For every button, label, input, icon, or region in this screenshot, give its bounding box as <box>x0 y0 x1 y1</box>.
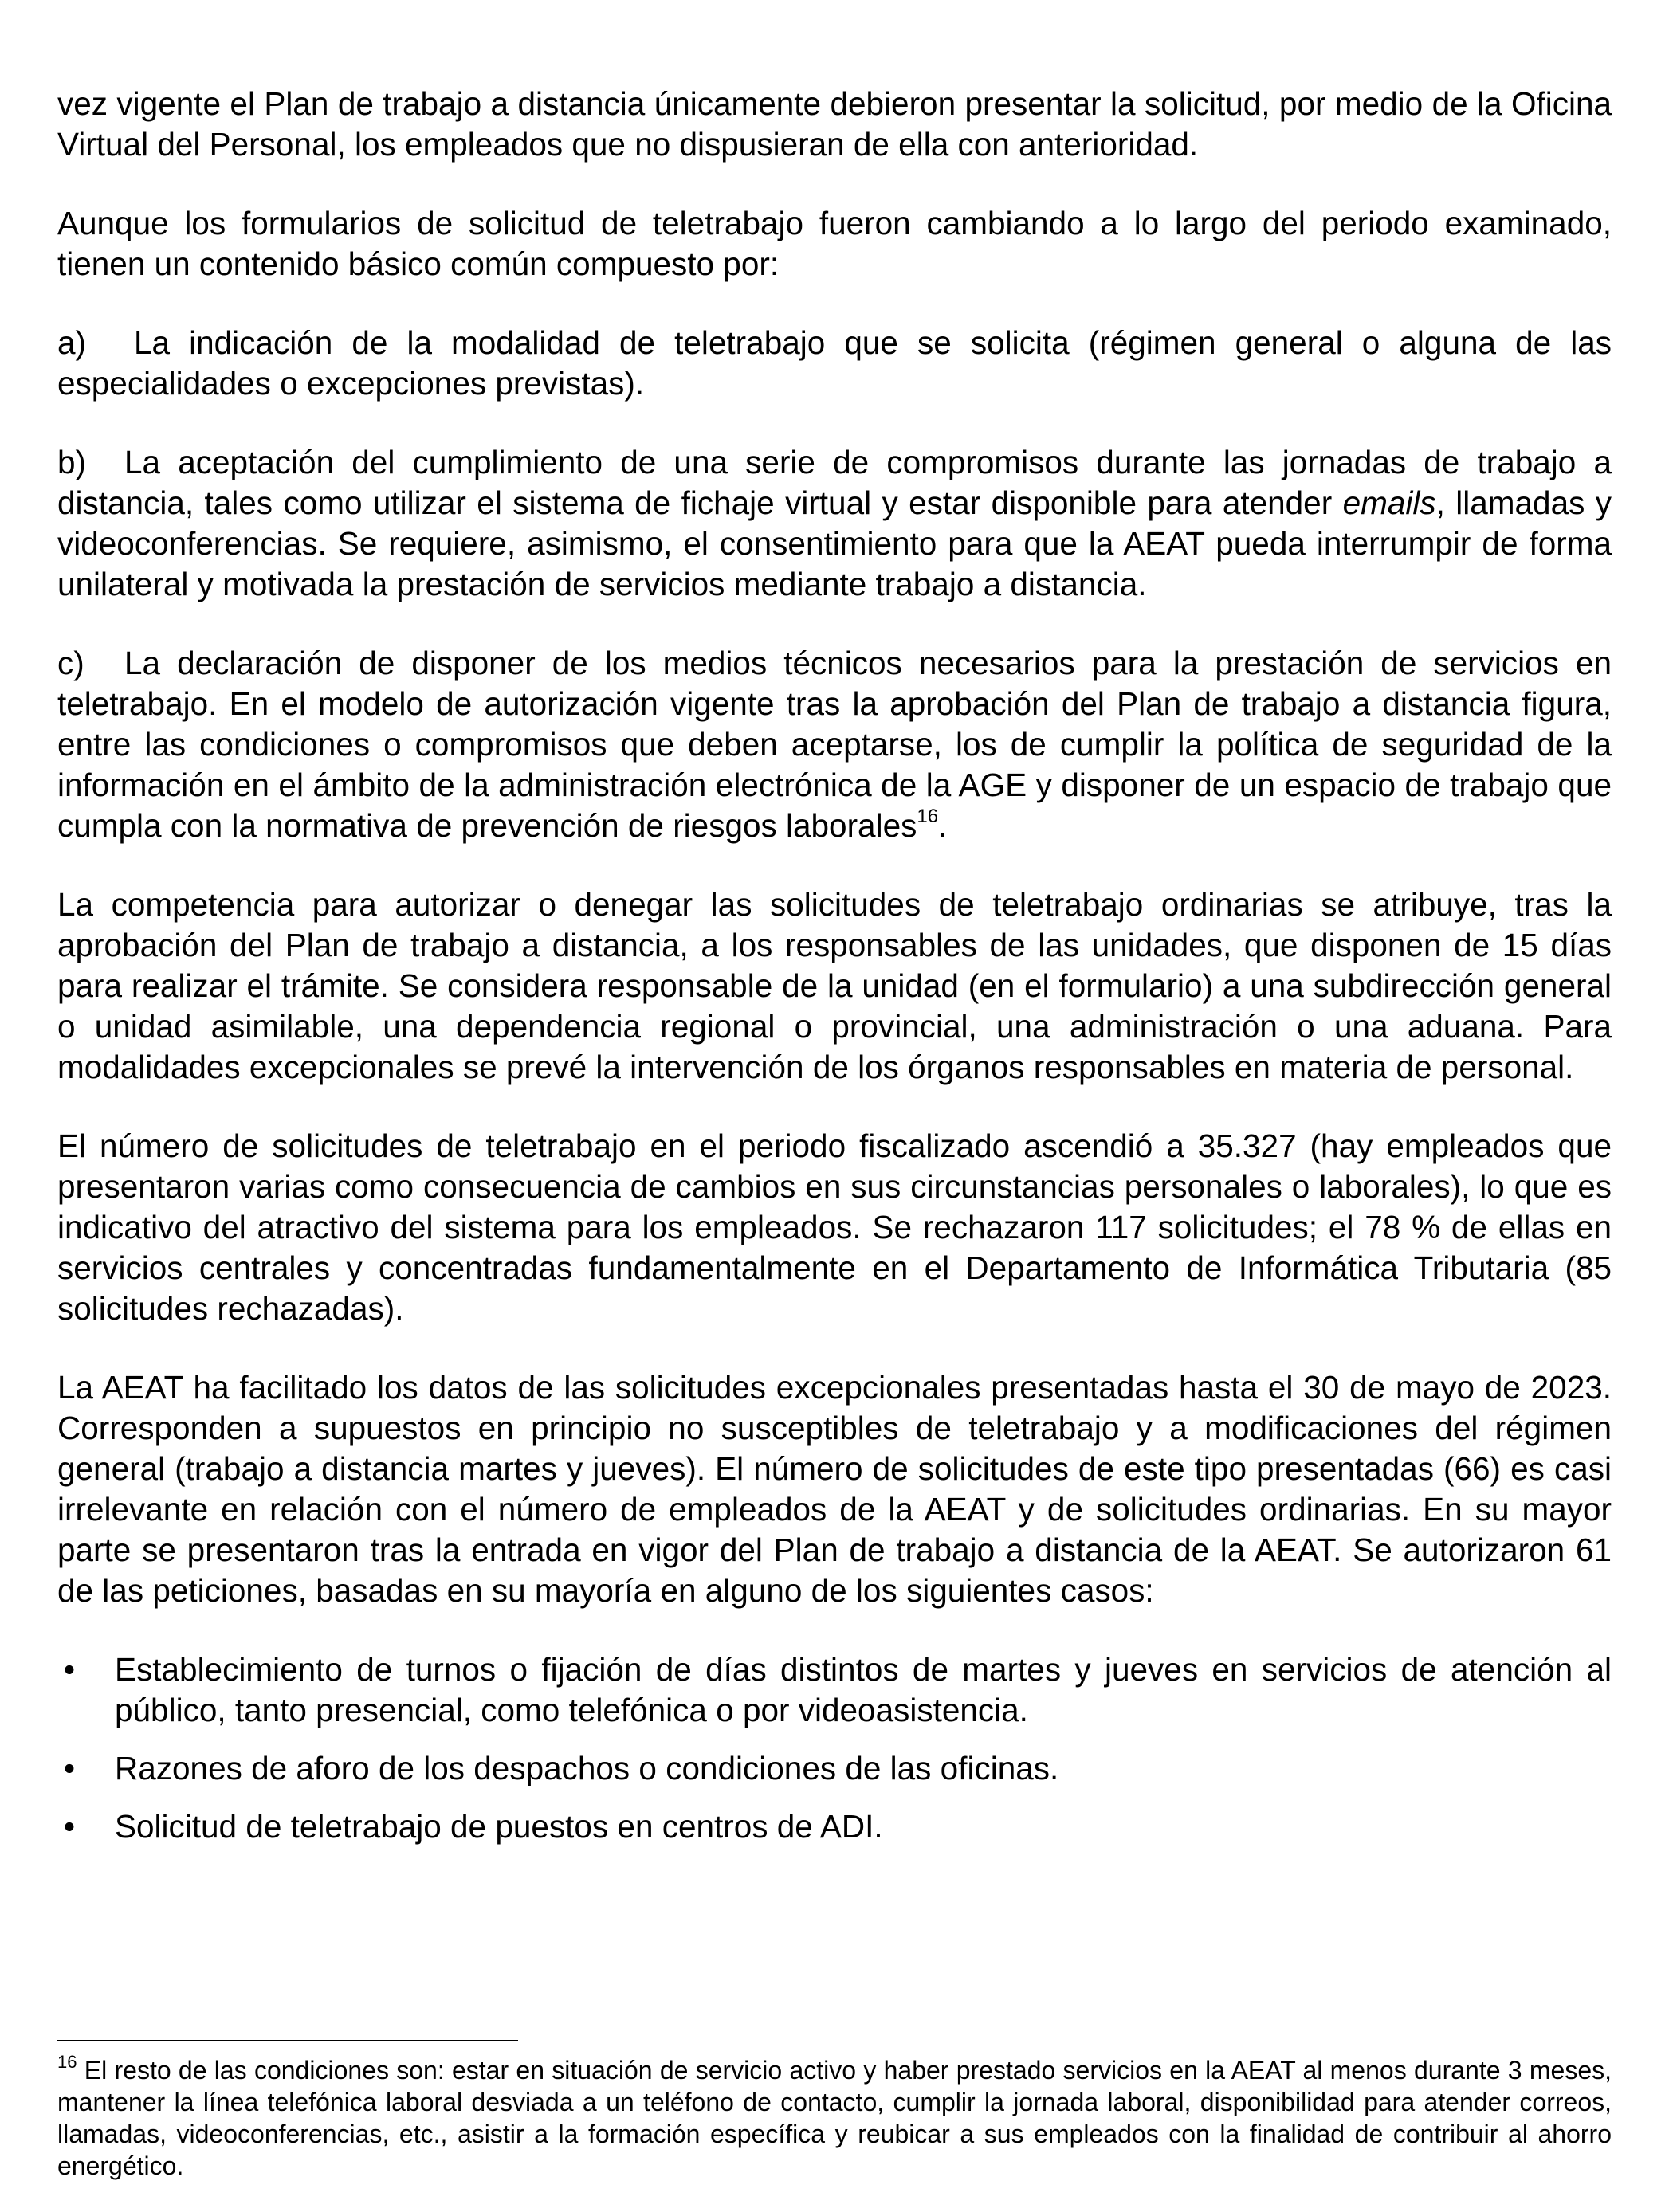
footnote-text: El resto de las condiciones son: estar en situación de servicio activo y haber prestado servicios en la AEAT al menos durante 3 meses, mantener la línea telefónica laboral desviada a un teléfono de contacto, cumplir la jornada laboral, disponibilidad para atender correos, llamadas, videoconferencias, etc., asistir a la formación específica y reubicar a sus empleados con la finalidad de contribuir al ahorro energético. <box>57 2056 1612 2180</box>
list-item-label: a) <box>57 324 87 361</box>
paragraph-competence: La competencia para autorizar o denegar las solicitudes de teletrabajo ordinarias se atribuye, tras la aprobación del Plan de trabajo a distancia, a los responsables de las unidades, que disponen de 15 días para realizar el trámite. Se considera responsable de la unidad (en el formulario) a una subdirección general o unidad asimilable, una dependencia regional o provincial, una administración o una aduana. Para modalidades excepcionales se prevé la intervención de los órganos responsables en materia de personal. <box>57 886 1612 1085</box>
footnote-reference[interactable]: 16 <box>917 806 939 827</box>
list-item-end: . <box>938 807 948 844</box>
bullet-text: Solicitud de teletrabajo de puestos en centros de ADI. <box>115 1808 883 1845</box>
footnote-16 <box>57 2054 1612 2182</box>
list-item-label: c) <box>57 645 84 681</box>
paragraph-intro: vez vigente el Plan de trabajo a distancia únicamente debieron presentar la solicitud, por medio de la Oficina Virtual del Personal, los empleados que no dispusieran de ella con anterioridad. <box>57 85 1612 163</box>
paragraph-form-contents: Aunque los formularios de solicitud de teletrabajo fueron cambiando a lo largo del periodo examinado, tienen un contenido básico común compuesto por: <box>57 205 1612 282</box>
list-item-text: La aceptación del cumplimiento de una serie de compromisos durante las jornadas de trabajo a distancia, tales como utilizar el sistema de fichaje virtual y estar disponible para atender <box>57 444 1612 521</box>
bullet-text: Establecimiento de turnos o fijación de días distintos de martes y jueves en servicios de atención al público, tanto presencial, como telefónica o por videoasistencia. <box>115 1651 1612 1728</box>
bullet-icon: • <box>63 1808 76 1845</box>
list-item-text: La indicación de la modalidad de teletrabajo que se solicita (régimen general o alguna de las especialidades o excepciones previstas). <box>57 324 1612 402</box>
list-item-label: b) <box>57 444 87 480</box>
list-item-c <box>57 643 1612 846</box>
paragraph-exceptional-requests: La AEAT ha facilitado los datos de las solicitudes excepcionales presentadas hasta el 30 de mayo de 2023. Corresponden a supuestos en principio no susceptibles de teletrabajo y a modificaciones del régimen general (trabajo a distancia martes y jueves). El número de solicitudes de este tipo presentadas (66) es casi irrelevante en relación con el número de empleados de la AEAT y de solicitudes ordinarias. En su mayor parte se presentaron tras la entrada en vigor del Plan de trabajo a distancia de la AEAT. Se autorizaron 61 de las peticiones, basadas en su mayoría en alguno de los siguientes casos: <box>57 1369 1612 1609</box>
bullet-item-shifts <box>57 1649 1612 1731</box>
bullet-list <box>57 1649 1612 1847</box>
list-item-text-cont: , llamadas y videoconferencias. Se requiere, asimismo, el consentimiento para que la AEAT pueda interrumpir de forma unilateral y motivada la prestación de servicios mediante trabajo a distancia. <box>57 484 1612 602</box>
footnote-separator <box>57 2040 518 2041</box>
bullet-icon: • <box>63 1750 76 1786</box>
list-item-b <box>57 442 1612 605</box>
emphasis-emails: emails <box>1342 484 1436 521</box>
bullet-text: Razones de aforo de los despachos o condiciones de las oficinas. <box>115 1750 1059 1786</box>
list-item-text: La declaración de disponer de los medios técnicos necesarios para la prestación de servicios en teletrabajo. En el modelo de autorización vigente tras la aprobación del Plan de trabajo a distancia figura, entre las condiciones o compromisos que deben aceptarse, los de cumplir la política de seguridad de la información en el ámbito de la administración electrónica de la AGE y disponer de un espacio de trabajo que cumpla con la normativa de prevención de riesgos laborales <box>57 645 1612 844</box>
list-item-a <box>57 323 1612 404</box>
paragraph-requests-count: El número de solicitudes de teletrabajo en el periodo fiscalizado ascendió a 35.327 (hay empleados que presentaron varias como consecuencia de cambios en sus circunstancias personales o laborales), lo que es indicativo del atractivo del sistema para los empleados. Se rechazaron 117 solicitudes; el 78 % de ellas en servicios centrales y concentradas fundamentalmente en el Departamento de Informática Tributaria (85 solicitudes rechazadas). <box>57 1128 1612 1327</box>
bullet-icon: • <box>63 1651 76 1688</box>
document-body <box>57 84 1612 1865</box>
bullet-item-adi <box>57 1806 1612 1847</box>
footnote-number: 16 <box>57 2052 77 2072</box>
bullet-item-capacity <box>57 1748 1612 1789</box>
